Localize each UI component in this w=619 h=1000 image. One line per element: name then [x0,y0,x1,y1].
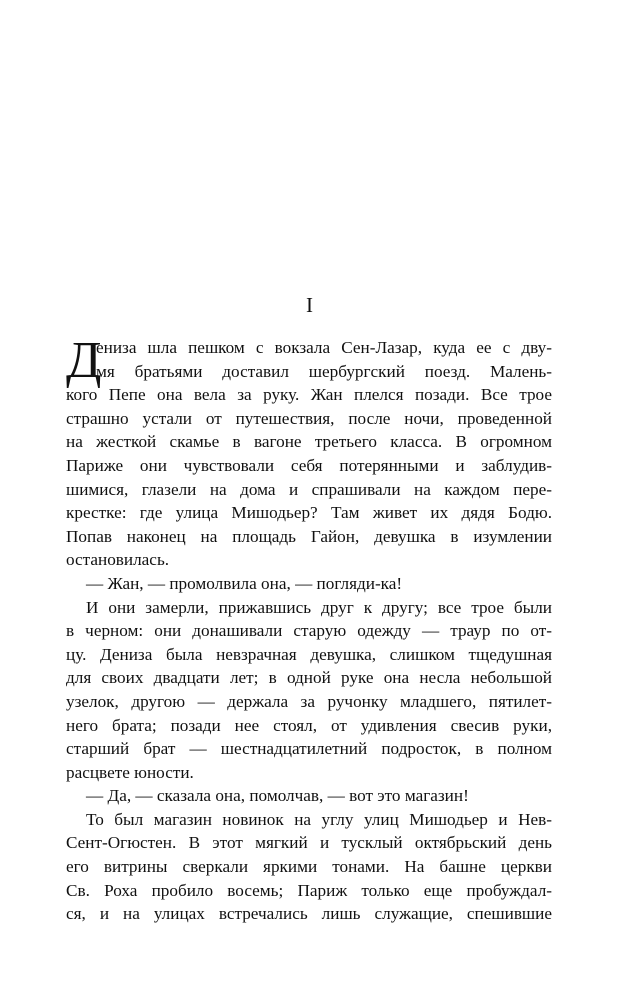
text-line: И они замерли, прижавшись друг к другу; все трое были [86,597,552,617]
drop-cap-letter: Д [66,332,102,389]
text-line: него брата; позади нее стоял, от удивления свесив руки, [66,715,552,735]
text-line: цу. Дениза была невзрачная девушка, слишком тщедушная [66,644,552,664]
text-line: ениза шла пешком с вокзала Сен-Лазар, куда ее с дву- [96,338,552,357]
text-line: — Жан, — промолвила она, — погляди-ка! [86,573,403,593]
text-line: старший брат — шестнадцатилетний подросток, в полном [66,739,552,759]
text-line: Париже они чувствовали себя потерянными и заблудив- [66,455,552,475]
chapter-heading: I [306,293,313,317]
text-line: мя братьями доставил шербургский поезд. Малень- [96,361,552,381]
text-line: ся, и на улицах встречались лишь служащие, спешившие [66,904,552,924]
text-line: остановилась. [66,550,170,570]
text-line: шимися, глазели на дома и спрашивали на каждом пере- [66,479,552,499]
text-line: Св. Роха пробило восемь; Париж только еще пробуждал- [66,880,552,900]
text-line: на жесткой скамье в вагоне третьего класса. В огромном [66,432,552,452]
text-line: для своих двадцати лет; в одной руке она несла небольшой [66,668,552,688]
text-line: страшно устали от путешествия, после ночи, проведенной [66,408,552,428]
text-line: Попав наконец на площадь Гайон, девушка в изумлении [66,526,552,546]
text-line: То был магазин новинок на углу улиц Мишодьер и Нев- [86,809,552,829]
text-line: — Да, — сказала она, помолчав, — вот это магазин! [86,786,469,806]
text-line: крестке: где улица Мишодьер? Там живет их дядя Бодю. [66,503,552,523]
text-line: узелок, другою — держала за ручонку младшего, пятилет- [66,691,552,711]
text-line: в черном: они донашивали старую одежду — траур по от- [66,621,552,641]
text-line: расцвете юности. [66,762,194,782]
text-line: его витрины сверкали яркими тонами. На башне церкви [66,857,552,877]
text-line: Сент-Огюстен. В этот мягкий и тусклый октябрьский день [66,833,552,853]
text-line: кого Пепе она вела за руку. Жан плелся позади. Все трое [66,385,552,405]
body-text [66,332,552,926]
